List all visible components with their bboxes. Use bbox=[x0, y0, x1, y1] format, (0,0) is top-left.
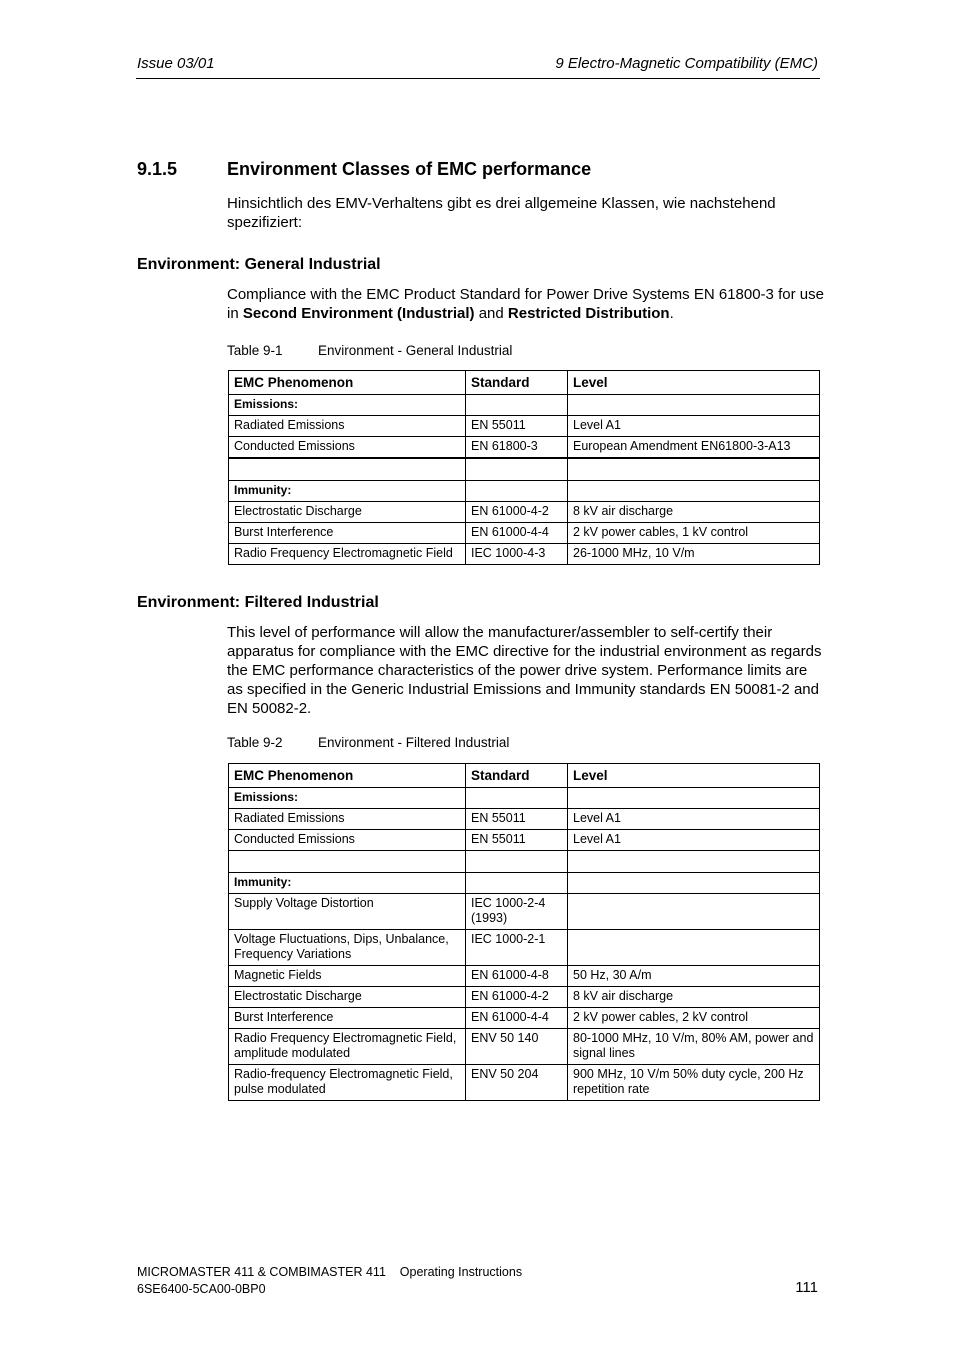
table-general-industrial bbox=[228, 370, 820, 565]
table-cell bbox=[568, 481, 820, 502]
table-cell: EN 61000-4-2 bbox=[466, 502, 568, 523]
table-cell: EN 61800-3 bbox=[466, 437, 568, 459]
general-text-mid: and bbox=[474, 305, 508, 322]
table-2-caption bbox=[227, 735, 509, 750]
table-cell: Conducted Emissions bbox=[229, 437, 466, 459]
table-cell: EN 55011 bbox=[466, 830, 568, 851]
table-cell: EN 55011 bbox=[466, 416, 568, 437]
page-number: 111 bbox=[795, 1279, 818, 1296]
table-cell: Radiated Emissions bbox=[229, 809, 466, 830]
category-label: Immunity: bbox=[229, 873, 466, 894]
table-row bbox=[229, 894, 820, 930]
table-cell bbox=[568, 851, 820, 873]
table-cell: EN 55011 bbox=[466, 809, 568, 830]
table-cell: Burst Interference bbox=[229, 523, 466, 544]
table-1-caption bbox=[227, 343, 512, 358]
col-header: EMC Phenomenon bbox=[229, 764, 466, 788]
table-cell: Level A1 bbox=[568, 809, 820, 830]
table-cell: Magnetic Fields bbox=[229, 966, 466, 987]
header-divider bbox=[136, 78, 820, 79]
table-row bbox=[229, 788, 820, 809]
table-row bbox=[229, 502, 820, 523]
table-2-caption-text: Environment - Filtered Industrial bbox=[318, 735, 510, 750]
table-filtered-industrial bbox=[228, 763, 820, 1101]
table-cell bbox=[568, 873, 820, 894]
general-bold-restricted-distribution: Restricted Distribution bbox=[507, 305, 670, 322]
table-cell: ENV 50 204 bbox=[466, 1065, 568, 1101]
table-cell: Conducted Emissions bbox=[229, 830, 466, 851]
general-paragraph bbox=[227, 285, 827, 323]
table-cell: EN 61000-4-2 bbox=[466, 987, 568, 1008]
table-row bbox=[229, 523, 820, 544]
section-number: 9.1.5 bbox=[137, 159, 178, 179]
table-cell: IEC 1000-4-3 bbox=[466, 544, 568, 565]
table-cell bbox=[568, 894, 820, 930]
table-header-row bbox=[229, 764, 820, 788]
general-bold-second-environment: Second Environment (Industrial) bbox=[242, 305, 475, 322]
table-row bbox=[229, 966, 820, 987]
table-cell: EN 61000-4-4 bbox=[466, 523, 568, 544]
table-cell bbox=[568, 395, 820, 416]
general-heading: Environment: General Industrial bbox=[137, 256, 381, 273]
table-cell bbox=[466, 873, 568, 894]
table-cell: Level A1 bbox=[568, 416, 820, 437]
table-cell: 2 kV power cables, 2 kV control bbox=[568, 1008, 820, 1029]
table-cell bbox=[568, 458, 820, 481]
col-header: Standard bbox=[466, 764, 568, 788]
table-cell: 900 MHz, 10 V/m 50% duty cycle, 200 Hz repetition rate bbox=[568, 1065, 820, 1101]
footer-product: MICROMASTER 411 & COMBIMASTER 411 Operating Instructions bbox=[137, 1265, 523, 1279]
table-row bbox=[229, 481, 820, 502]
table-cell bbox=[229, 851, 466, 873]
table-cell: Radio-frequency Electromagnetic Field, pulse modulated bbox=[229, 1065, 466, 1101]
table-cell: 80-1000 MHz, 10 V/m, 80% AM, power and signal lines bbox=[568, 1029, 820, 1065]
table-row bbox=[229, 416, 820, 437]
table-cell bbox=[568, 930, 820, 966]
footer-order-number: 6SE6400-5CA00-0BP0 bbox=[137, 1282, 266, 1296]
category-label: Immunity: bbox=[229, 481, 466, 502]
table-2-caption-number: Table 9-2 bbox=[227, 735, 283, 750]
table-cell bbox=[568, 788, 820, 809]
table-row bbox=[229, 1008, 820, 1029]
table-cell: 8 kV air discharge bbox=[568, 987, 820, 1008]
table-cell: EN 61000-4-4 bbox=[466, 1008, 568, 1029]
table-row-blank bbox=[229, 851, 820, 873]
table-cell: Level A1 bbox=[568, 830, 820, 851]
table-cell: IEC 1000-2-1 bbox=[466, 930, 568, 966]
col-header: Standard bbox=[466, 371, 568, 395]
table-cell: Electrostatic Discharge bbox=[229, 987, 466, 1008]
section-intro: Hinsichtlich des EMV-Verhaltens gibt es drei allgemeine Klassen, wie nachstehend spezifiziert: bbox=[227, 195, 776, 231]
table-cell: 50 Hz, 30 A/m bbox=[568, 966, 820, 987]
table-cell: EN 61000-4-8 bbox=[466, 966, 568, 987]
table-header-row bbox=[229, 371, 820, 395]
table-row bbox=[229, 437, 820, 459]
table-cell bbox=[466, 481, 568, 502]
section-title: Environment Classes of EMC performance bbox=[227, 159, 592, 179]
table-cell bbox=[229, 458, 466, 481]
table-cell: 26-1000 MHz, 10 V/m bbox=[568, 544, 820, 565]
table-cell: 8 kV air discharge bbox=[568, 502, 820, 523]
table-row bbox=[229, 809, 820, 830]
table-cell: Electrostatic Discharge bbox=[229, 502, 466, 523]
filtered-paragraph: This level of performance will allow the manufacturer/assembler to self-certify their apparatus for compliance with the EMC directive for the industrial environment as regards the EMC performance characteristics of the power drive system. Performance limits are as specified in the Generic Industrial Emissions and Immunity standards EN 50081-2 and EN 50082-2. bbox=[227, 624, 822, 717]
table-1-caption-number: Table 9-1 bbox=[227, 343, 283, 358]
table-cell bbox=[466, 458, 568, 481]
table-row-blank bbox=[229, 458, 820, 481]
table-row bbox=[229, 544, 820, 565]
table-cell bbox=[466, 788, 568, 809]
col-header: Level bbox=[568, 371, 820, 395]
table-row bbox=[229, 930, 820, 966]
col-header: Level bbox=[568, 764, 820, 788]
general-text-post: . bbox=[669, 305, 674, 322]
table-row bbox=[229, 830, 820, 851]
table-cell: Voltage Fluctuations, Dips, Unbalance, Frequency Variations bbox=[229, 930, 466, 966]
table-cell: Supply Voltage Distortion bbox=[229, 894, 466, 930]
table-cell: ENV 50 140 bbox=[466, 1029, 568, 1065]
category-label: Emissions: bbox=[229, 788, 466, 809]
table-cell bbox=[466, 851, 568, 873]
table-row bbox=[229, 1029, 820, 1065]
header-issue: Issue 03/01 bbox=[137, 55, 215, 72]
table-row bbox=[229, 873, 820, 894]
table-cell: Radio Frequency Electromagnetic Field bbox=[229, 544, 466, 565]
table-cell: 2 kV power cables, 1 kV control bbox=[568, 523, 820, 544]
header-chapter: 9 Electro-Magnetic Compatibility (EMC) bbox=[555, 55, 818, 72]
table-cell: Radiated Emissions bbox=[229, 416, 466, 437]
table-cell bbox=[466, 395, 568, 416]
table-row bbox=[229, 1065, 820, 1101]
filtered-heading: Environment: Filtered Industrial bbox=[137, 594, 379, 611]
table-cell: European Amendment EN61800-3-A13 bbox=[568, 437, 820, 459]
category-label: Emissions: bbox=[229, 395, 466, 416]
table-cell: IEC 1000-2-4 (1993) bbox=[466, 894, 568, 930]
table-row bbox=[229, 987, 820, 1008]
table-cell: Burst Interference bbox=[229, 1008, 466, 1029]
table-1-caption-text: Environment - General Industrial bbox=[318, 343, 513, 358]
table-cell: Radio Frequency Electromagnetic Field, amplitude modulated bbox=[229, 1029, 466, 1065]
table-row bbox=[229, 395, 820, 416]
col-header: EMC Phenomenon bbox=[229, 371, 466, 395]
general-text-pre: Compliance with the EMC Product Standard for Power Drive Systems EN 61800-3 for use in bbox=[227, 286, 824, 322]
